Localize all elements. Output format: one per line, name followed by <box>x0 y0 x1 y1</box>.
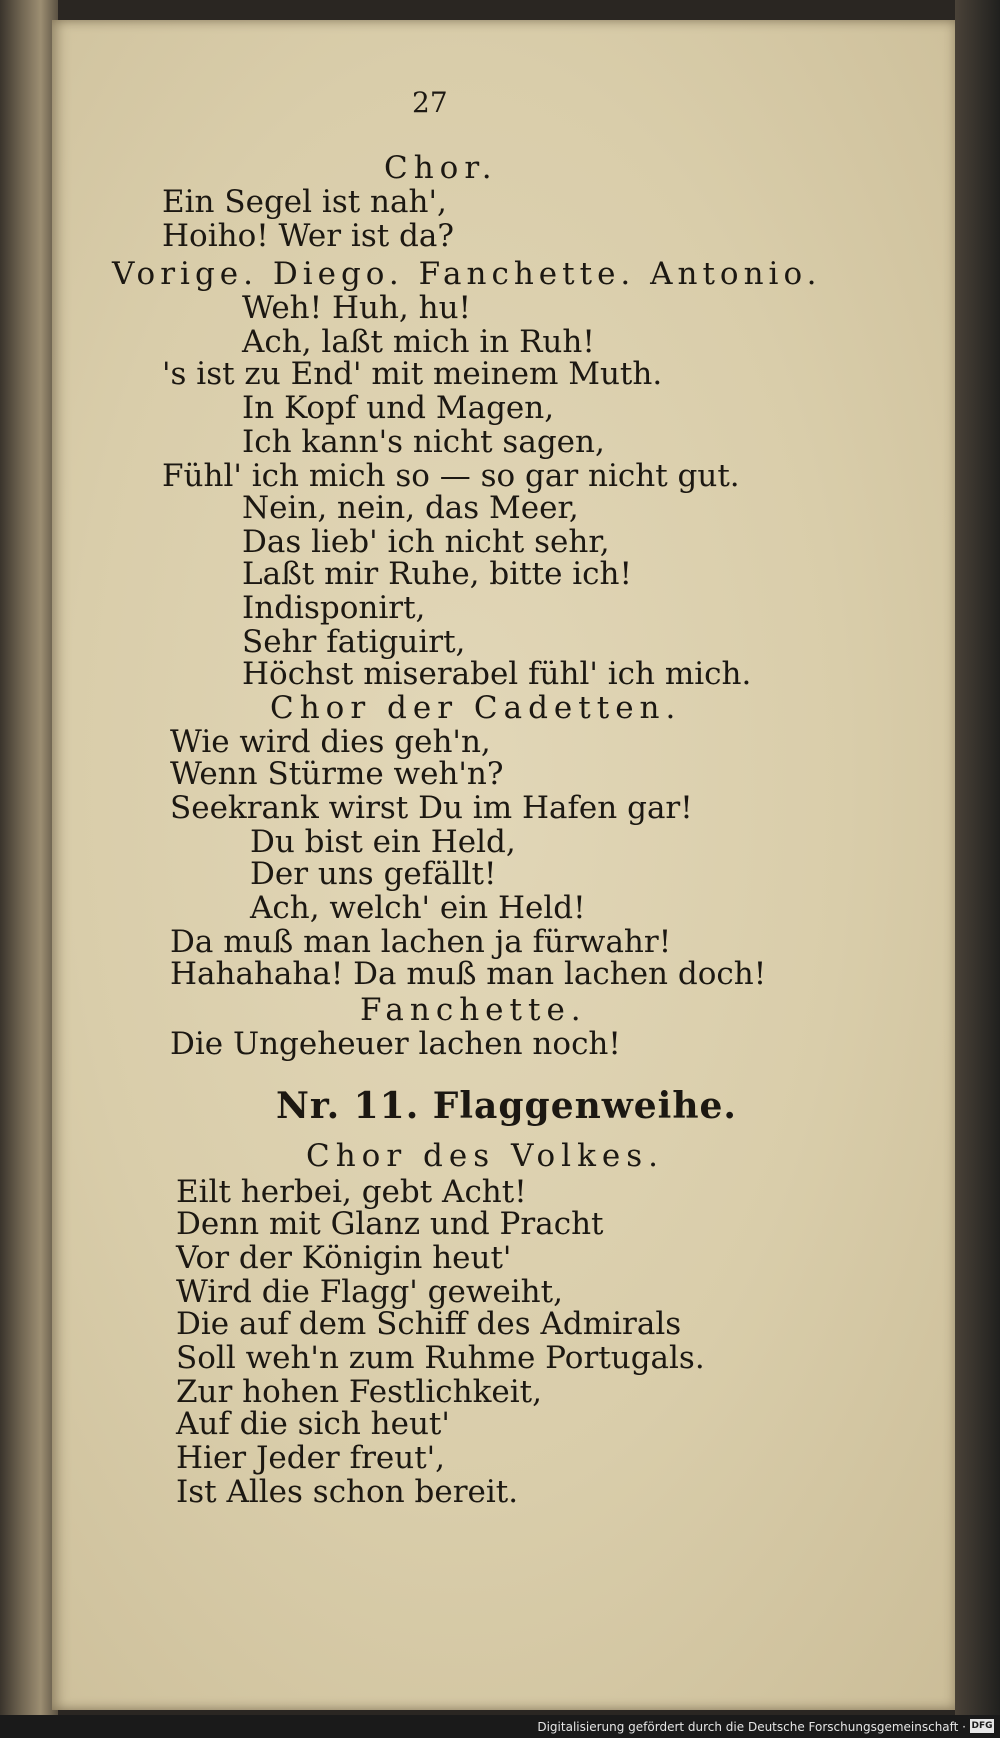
verse-line: Du bist ein Held, <box>250 824 516 860</box>
verse-line: Wird die Flagg' geweiht, <box>176 1274 563 1310</box>
verse-line: Ach, laßt mich in Ruh! <box>242 324 595 360</box>
verse-line: In Kopf und Magen, <box>242 390 555 426</box>
verse-line: Wenn Stürme weh'n? <box>170 756 504 792</box>
page-gutter-left <box>0 0 58 1738</box>
verse-line: Da muß man lachen ja fürwahr! <box>170 924 672 960</box>
verse-line: Der uns gefällt! <box>250 856 497 892</box>
verse-line: Ich kann's nicht sagen, <box>242 424 605 460</box>
verse-line: Hahahaha! Da muß man lachen doch! <box>170 956 767 992</box>
verse-line: Indisponirt, <box>242 590 426 626</box>
verse-line: 's ist zu End' mit meinem Muth. <box>162 356 663 392</box>
verse-line: Eilt herbei, gebt Acht! <box>176 1174 527 1210</box>
verse-line: Auf die sich heut' <box>176 1406 450 1442</box>
verse-line: Laßt mir Ruhe, bitte ich! <box>242 556 632 592</box>
verse-line: Zur hohen Festlichkeit, <box>176 1374 542 1410</box>
verse-line: Ach, welch' ein Held! <box>250 890 586 926</box>
verse-line: Hier Jeder freut', <box>176 1440 446 1476</box>
verse-line: Höchst miserabel fühl' ich mich. <box>242 656 752 692</box>
speaker-label: Fanchette. <box>360 992 587 1028</box>
verse-line: Die Ungeheuer lachen noch! <box>170 1026 621 1062</box>
verse-line: Nein, nein, das Meer, <box>242 490 579 526</box>
page-edge-right <box>955 0 1000 1738</box>
verse-line: Die auf dem Schiff des Admirals <box>176 1306 682 1342</box>
speaker-label: Vorige. Diego. Fanchette. Antonio. <box>112 256 822 292</box>
verse-line: Denn mit Glanz und Pracht <box>176 1206 604 1242</box>
verse-line: Sehr fatiguirt, <box>242 624 466 660</box>
speaker-label: Chor des Volkes. <box>306 1138 664 1174</box>
verse-line: Seekrank wirst Du im Hafen gar! <box>170 790 693 826</box>
speaker-label: Chor. <box>384 150 498 186</box>
verse-line: Wie wird dies geh'n, <box>170 724 491 760</box>
verse-line: Ein Segel ist nah', <box>162 184 447 220</box>
verse-line: Vor der Königin heut' <box>176 1240 512 1276</box>
dfg-logo: DFG <box>971 1721 993 1731</box>
verse-line: Das lieb' ich nicht sehr, <box>242 524 610 560</box>
verse-line: Ist Alles schon bereit. <box>176 1474 519 1510</box>
footer-credit: Digitalisierung gefördert durch die Deutsche Forschungsgemeinschaft · <box>537 1720 966 1734</box>
page-number: 27 <box>412 86 448 119</box>
section-heading: Nr. 11. Flaggenweihe. <box>276 1085 737 1127</box>
verse-line: Weh! Huh, hu! <box>242 290 472 326</box>
verse-line: Hoiho! Wer ist da? <box>162 218 454 254</box>
verse-line: Soll weh'n zum Ruhme Portugals. <box>176 1340 705 1376</box>
verse-line: Fühl' ich mich so — so gar nicht gut. <box>162 458 740 494</box>
speaker-label: Chor der Cadetten. <box>270 690 682 726</box>
